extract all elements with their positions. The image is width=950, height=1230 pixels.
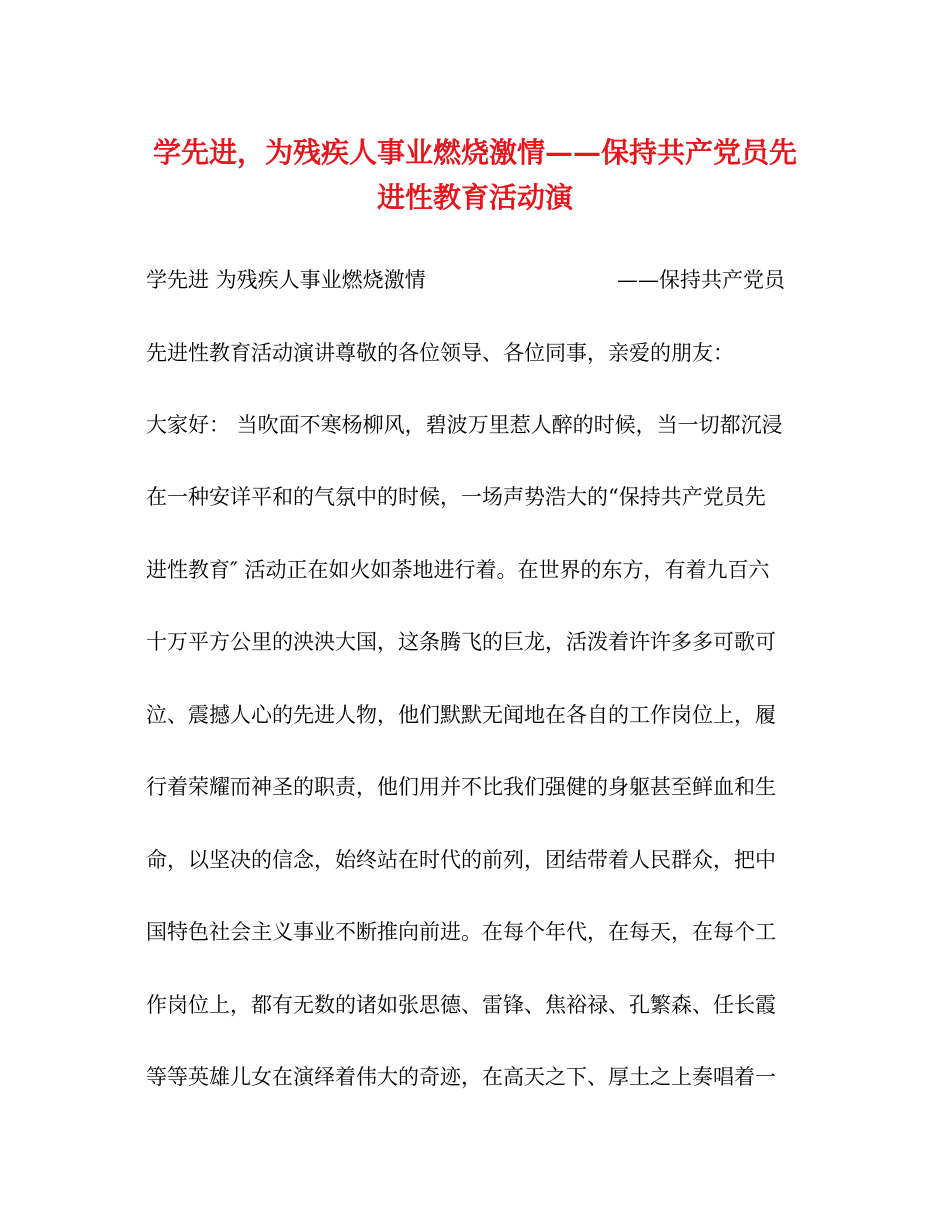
document-title-line-2: 进性教育活动演 <box>376 181 573 214</box>
body-line: 命，以坚决的信念，始终站在时代的前列，团结带着人民群众，把中 <box>146 848 776 872</box>
subtitle-left: 学先进 为残疾人事业燃烧激情 <box>146 268 426 292</box>
body-line: 进性教育″ 活动正在如火如荼地进行着。在世界的东方，有着九百六 <box>146 558 770 582</box>
body-line: 等等英雄儿女在演绎着伟大的奇迹，在高天之下、厚土之上奏唱着一 <box>146 1065 776 1089</box>
subtitle-right: ——保持共产党员 <box>617 268 785 292</box>
body-line: 先进性教育活动演讲尊敬的各位领导、各位同事，亲爱的朋友： <box>146 341 734 365</box>
body-line: 大家好： 当吹面不寒杨柳风，碧波万里惹人醉的时候，当一切都沉浸 <box>146 413 783 437</box>
body-line: 十万平方公里的泱泱大国，这条腾飞的巨龙，活泼着许许多多可歌可 <box>146 630 776 654</box>
body-line: 行着荣耀而神圣的职责，他们用并不比我们强健的身躯甚至鲜血和生 <box>146 775 776 799</box>
document-title-line-1: 学先进，为残疾人事业燃烧激情——保持共产党员先 <box>152 136 797 169</box>
body-line: 在一种安详平和的气氛中的时候，一场声势浩大的“保持共产党员先 <box>146 485 766 509</box>
body-line: 泣、震撼人心的先进人物，他们默默无闻地在各自的工作岗位上，履 <box>146 703 776 727</box>
body-line: 作岗位上，都有无数的诸如张思德、雷锋、焦裕禄、孔繁森、任长霞 <box>146 993 776 1017</box>
body-line: 国特色社会主义事业不断推向前进。在每个年代，在每天，在每个工 <box>146 920 776 944</box>
